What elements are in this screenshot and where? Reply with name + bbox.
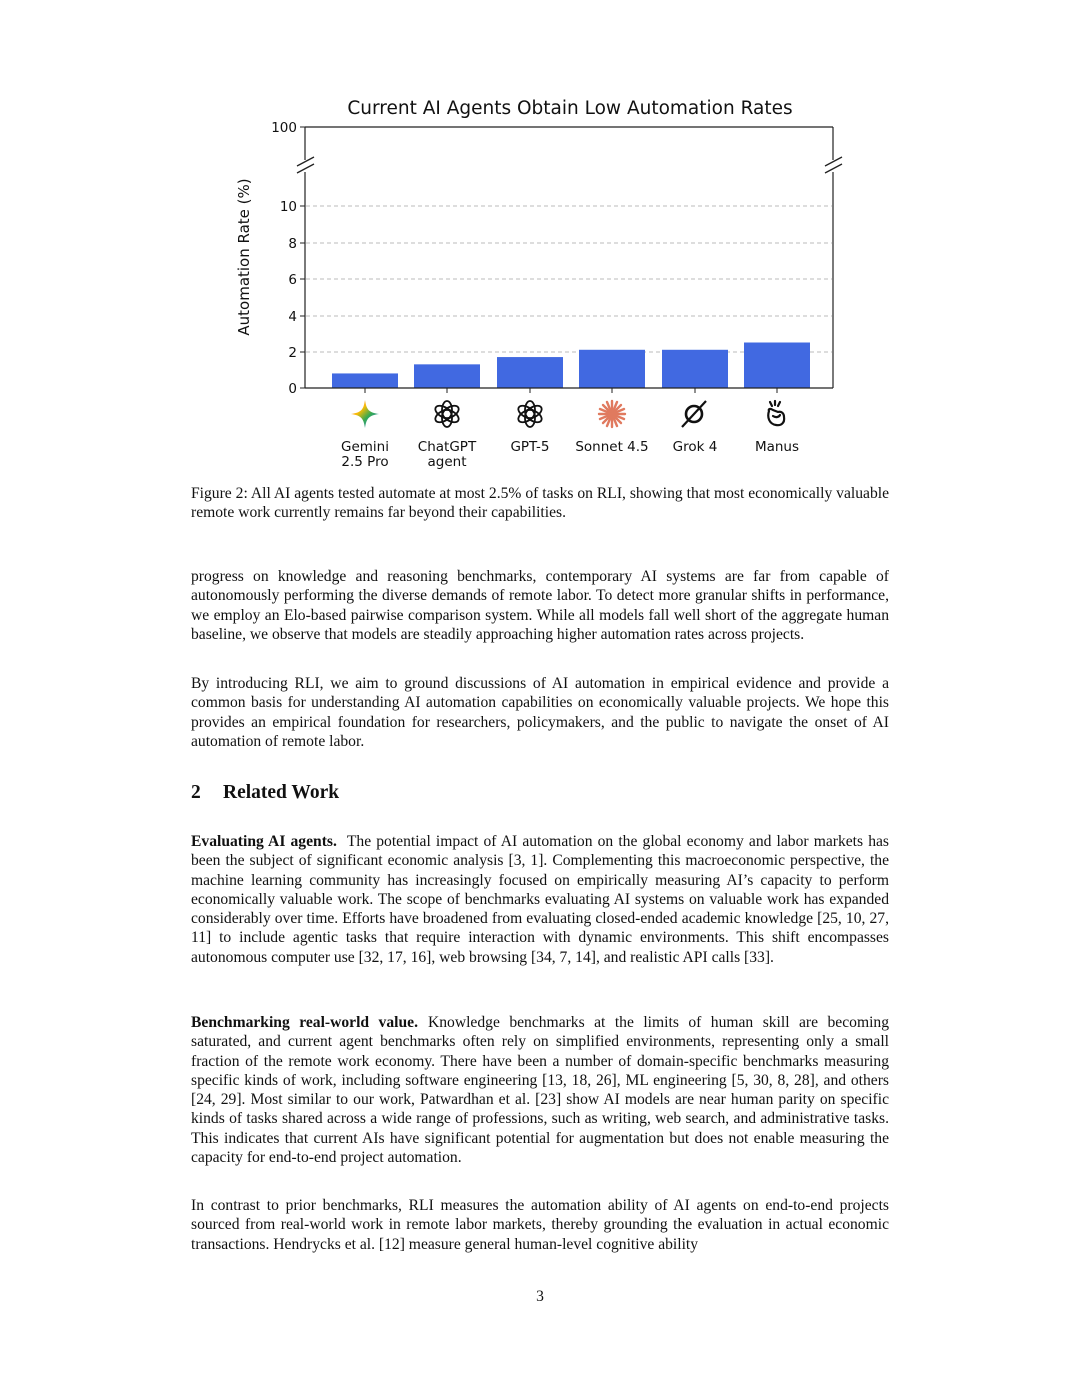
openai-logo-icon — [433, 401, 461, 427]
y-axis-label: Automation Rate (%) — [235, 178, 253, 336]
section-number: 2 — [191, 782, 201, 803]
bars — [332, 343, 810, 389]
anthropic-asterisk-icon — [599, 401, 625, 427]
model-icons — [351, 400, 784, 428]
bar — [332, 373, 398, 388]
gemini-logo-icon — [351, 400, 379, 428]
x-category-label: Manus — [754, 439, 800, 455]
x-axis-ticks — [365, 388, 777, 393]
figure-caption: Figure 2: All AI agents tested automate at most 2.5% of tasks on RLI, showing that most economically valuable remote work currently remains far beyond their capabilities. — [191, 485, 889, 522]
x-category-label: 2.5 Pro — [341, 454, 389, 470]
chart-title: Current AI Agents Obtain Low Automation Rates — [347, 98, 793, 119]
manus-hand-icon — [768, 401, 784, 425]
body-paragraph: progress on knowledge and reasoning benchmarks, contemporary AI systems are far from capable of autonomously performing the diverse demands of remote labor. To detect more granular shifts in performance, we employ an Elo-based pairwise comparison system. While all models fall well short of the aggregate human baseline, we observe that models are steadily approaching higher automation rates across projects. — [191, 568, 889, 643]
bar — [497, 357, 563, 388]
gridlines — [306, 206, 832, 352]
openai-logo-icon — [516, 401, 544, 427]
section-title: Related Work — [223, 782, 340, 803]
paragraph-text: Knowledge benchmarks at the limits of human skill are becoming saturated, and current agent benchmarks often rely on simplified environments, representing only a small fraction of the remote work economy. There have been a number of domain-specific benchmarks measuring specific kinds of work, including software engineering [13, 18, 26], ML engineering [5, 30, 8, 28], and others [24, 29]. Most similar to our work, Patwardhan et al. [23] show AI models are near human parity on specific kinds of tasks shared across a wide range of professions, such as writing, web search, and administrative tasks. This indicates that current AIs have significant potential for augmentation but does not enable measuring the capacity for end-to-end project automation. — [191, 1014, 889, 1167]
body-paragraph — [191, 832, 889, 967]
y-tick-label: 10 — [279, 199, 297, 215]
x-axis-category-labels — [341, 439, 799, 470]
x-category-label: ChatGPT — [417, 439, 477, 455]
axis-break-marks — [297, 157, 842, 173]
x-category-label: GPT-5 — [510, 439, 550, 455]
x-category-label: Sonnet 4.5 — [575, 439, 649, 455]
y-tick-label: 6 — [288, 272, 297, 288]
body-paragraph: In contrast to prior benchmarks, RLI measures the automation ability of AI agents on end-to-end projects sourced from real-world work in remote labor markets, thereby grounding the evaluation in actual economic transactions. Hendrycks et al. [12] measure general human-level cognitive ability — [191, 1197, 889, 1253]
paragraph-run-in-heading: Evaluating AI agents. — [191, 833, 337, 850]
bar — [744, 343, 810, 389]
xai-grok-icon — [682, 401, 706, 427]
y-tick-label: 2 — [288, 345, 297, 361]
x-category-label: agent — [427, 454, 467, 470]
page-number: 3 — [536, 1288, 544, 1305]
paragraph-run-in-heading: Benchmarking real-world value. — [191, 1014, 418, 1031]
bar — [662, 350, 728, 388]
y-tick-label: 0 — [288, 381, 297, 397]
y-tick-label: 100 — [271, 120, 297, 136]
x-category-label: Gemini — [341, 439, 389, 455]
y-tick-label: 4 — [288, 309, 297, 325]
body-paragraph: By introducing RLI, we aim to ground discussions of AI automation in empirical evidence and provide a common basis for understanding AI automation capabilities on economically valuable projects. We hope this provides an empirical foundation for researchers, policymakers, and the public to navigate the onset of AI automation of remote labor. — [191, 675, 889, 750]
bar — [579, 350, 645, 388]
paragraph-text: The potential impact of AI automation on the global economy and labor markets has been the subject of significant economic analysis [3, 1]. Complementing this macroeconomic perspective, the machine learning community has increasingly focused on empirically measuring AI’s capacity to perform economically valuable work. The scope of benchmarks evaluating AI systems on valuable work has expanded considerably over time. Efforts have broadened from evaluating closed-ended academic knowledge [25, 10, 27, 11] to include agentic tasks that require interaction with dynamic environments. This shift encompasses autonomous computer use [32, 17, 16], web browsing [34, 7, 14], and realistic API calls [33]. — [191, 833, 889, 966]
y-tick-label: 8 — [288, 236, 297, 252]
body-paragraph — [191, 1013, 889, 1167]
section-heading — [191, 782, 889, 804]
automation-rate-bar-chart — [0, 0, 1080, 480]
x-category-label: Grok 4 — [672, 439, 718, 455]
bar — [414, 364, 480, 388]
